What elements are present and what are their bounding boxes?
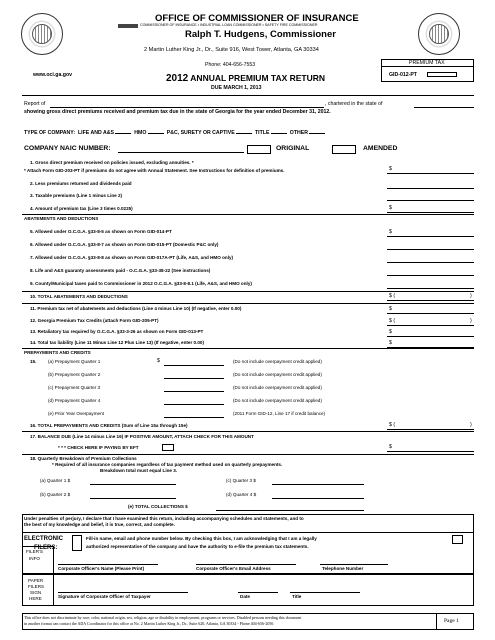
date-field[interactable] bbox=[238, 592, 278, 593]
prior-overpay-note: (2011 Form GID-12, Line 17 if credit balance) bbox=[233, 411, 326, 416]
office-title: OFFICE OF COMMISSIONER OF INSURANCE bbox=[155, 13, 359, 24]
due-date: DUE MARCH 1, 2013 bbox=[211, 85, 262, 91]
officer-email-field[interactable] bbox=[196, 564, 296, 565]
georgia-seal-right bbox=[418, 13, 460, 55]
form-id: GID-012-PT bbox=[389, 72, 417, 78]
line-12: 12. Georgia Premium Tax Credits (attach Form GID-205-PT) bbox=[30, 318, 159, 323]
eft-label: * * * CHECK HERE IF PAYING BY EFT bbox=[58, 445, 139, 450]
showing-text: showing gross direct premiums received and premium tax due in the state of Georgia for the year ended December 31, 2012. bbox=[24, 109, 331, 115]
line-8: 8. Life and A&S guaranty assessments paid - O.C.G.A. §33-38-22 (See instructions) bbox=[30, 268, 211, 273]
filers-info-label-1: FILER'S bbox=[26, 549, 43, 554]
signature-field[interactable] bbox=[58, 592, 188, 593]
line-1-dollar: $ bbox=[389, 166, 392, 172]
line-11: 11. Premium tax net of abatements and deductions (Line 4 minus Line 10) (If negative, enter 0.00) bbox=[30, 306, 242, 311]
office-subline: COMMISSIONER OF INSURANCE • INDUSTRIAL LOAN COMMISSIONER • SAFETY FIRE COMMISSIONER bbox=[140, 23, 318, 27]
line-16-dollar: $ ( bbox=[389, 422, 396, 428]
line-16-paren: ) bbox=[470, 422, 472, 428]
line-9: 9. County/Municipal taxes paid to Commissioner in 2012 O.C.G.A. §33-8-8.1 (Life, A&S, and HMO only) bbox=[30, 281, 252, 286]
electronic-text-1: Fill-in name, email and phone number below. By checking this box, I am acknowledging that I am a legally bbox=[86, 536, 317, 541]
perjury-line-2: the best of my knowledge and belief, it is true, correct, and complete. bbox=[24, 522, 175, 527]
prepay-q3-label: (c) Prepayment Quarter 3 bbox=[48, 385, 101, 390]
title-checkbox[interactable] bbox=[271, 133, 287, 134]
line-5-amount[interactable] bbox=[387, 229, 474, 237]
line-17-amount[interactable] bbox=[387, 444, 474, 452]
line-13-dollar: $ bbox=[389, 329, 392, 335]
line-10: 10. TOTAL ABATEMENTS AND DEDUCTIONS bbox=[30, 294, 128, 299]
line-16-amount[interactable] bbox=[387, 422, 474, 430]
original-checkbox[interactable] bbox=[247, 145, 271, 154]
breakdown-q4-field[interactable] bbox=[272, 498, 364, 499]
breakdown-q3-field[interactable] bbox=[272, 484, 364, 485]
line-18-note: * Required of all insurance companies regardless of tax payment method used on quarterly prepayments. bbox=[52, 462, 283, 467]
hmo-checkbox[interactable] bbox=[148, 133, 164, 134]
line-9-amount[interactable] bbox=[387, 281, 474, 289]
breakdown-q3-label: (c) Quarter 3 $ bbox=[226, 478, 256, 483]
phone: Phone: 404-656-7553 bbox=[205, 62, 256, 68]
line-4-dollar: $ bbox=[389, 205, 392, 211]
line-18: 18. Quarterly Breakdown of Premium Collections bbox=[30, 456, 137, 461]
office-address: 2 Martin Luther King Jr., Dr., Suite 916, West Tower, Atlanta, GA 30334 bbox=[144, 47, 319, 53]
prepay-q1-label: (a) Prepayment Quarter 1 bbox=[48, 359, 101, 364]
line-13: 13. Retaliatory tax required by O.C.G.A. §33-3-26 as shown on Form GID-013-PT bbox=[30, 329, 204, 334]
line-16: 16. TOTAL PREPAYMENTS AND CREDITS (Sum of Line 15a through 15e) bbox=[30, 423, 188, 428]
return-title: 2012 ANNUAL PREMIUM TAX RETURN bbox=[166, 73, 326, 84]
prepay-q2-label: (b) Prepayment Quarter 2 bbox=[48, 372, 101, 377]
line-10-dollar: $ ( bbox=[389, 293, 396, 299]
amended-checkbox[interactable] bbox=[332, 145, 356, 154]
prepay-q4-note: (Do not include overpayment credit applied) bbox=[233, 398, 322, 403]
line-1-amount[interactable] bbox=[387, 166, 474, 174]
line-2: 2. Less premiums returned and dividends paid bbox=[30, 181, 132, 186]
line-1-note: * Attach Form GID-203-PT if premiums do not agree with Annual Statement. See Instructions for definition of premiums. bbox=[24, 168, 285, 173]
signature-label: Signature of Corporate Officer of Taxpayer bbox=[58, 594, 151, 599]
efile-checkbox[interactable] bbox=[72, 535, 82, 551]
line-8-amount[interactable] bbox=[387, 268, 474, 276]
eft-checkbox[interactable] bbox=[162, 444, 174, 451]
line-13-amount[interactable] bbox=[387, 329, 474, 337]
prepay-q1-note: (Do not include overpayment credit applied) bbox=[233, 359, 322, 364]
phone-label: Telephone Number bbox=[322, 566, 364, 571]
company-type-row: TYPE OF COMPANY: LIFE AND A&S HMO P&C, SURETY OR CAPTIVE TITLE OTHER bbox=[24, 130, 325, 136]
paper-label-4: HERE bbox=[29, 596, 42, 601]
state-field[interactable] bbox=[414, 107, 474, 108]
line-10-paren: ) bbox=[470, 293, 472, 299]
filers-info-label-2: INFO bbox=[29, 556, 40, 561]
company-name-field[interactable] bbox=[50, 107, 324, 108]
georgia-seal-left bbox=[21, 13, 63, 55]
line-14-amount[interactable] bbox=[387, 340, 474, 348]
line-12-amount[interactable] bbox=[387, 318, 474, 326]
line-6-amount[interactable] bbox=[387, 242, 474, 250]
line-1: 1. Gross direct premium received on policies issued, excluding annuities. * bbox=[30, 160, 194, 165]
paper-label-1: PAPER bbox=[28, 578, 44, 583]
breakdown-q2-label: (b) Quarter 2 $ bbox=[40, 492, 71, 497]
total-collections-label: (e) TOTAL COLLECTIONS $ bbox=[128, 504, 188, 509]
line-15-number: 15. bbox=[30, 359, 37, 364]
chartered-label: , chartered in the state of bbox=[325, 101, 383, 107]
officer-name-field[interactable] bbox=[58, 564, 158, 565]
line-14-dollar: $ bbox=[389, 340, 392, 346]
line-12-dollar: $ ( bbox=[389, 318, 396, 324]
form-id-suffix-box bbox=[427, 72, 457, 77]
footer-line-1: This office does not discriminate by race, color, national origin, sex, religion, age or disability in employment, programs or services. Disabled persons needing this document bbox=[24, 615, 302, 620]
form-tag: PREMIUM TAX bbox=[409, 60, 445, 66]
other-checkbox[interactable] bbox=[309, 133, 325, 134]
efile-ack-checkbox[interactable] bbox=[452, 535, 463, 544]
line-10-amount[interactable] bbox=[387, 293, 474, 301]
line-4-amount[interactable] bbox=[387, 205, 474, 213]
breakdown-q1-field[interactable] bbox=[90, 484, 176, 485]
report-of-label: Report of bbox=[24, 101, 46, 107]
line-4: 4. Amount of premium tax (Line 3 times 0.0225) bbox=[30, 206, 133, 211]
footer-line-2: in another format can contact the ADA Coordinator for this office at No. 2 Martin Luther King Jr., Dr., Suite 620, Atlanta, GA 30334 - Phone 404-656-2056 bbox=[24, 621, 274, 626]
page-number: Page 1 bbox=[444, 618, 459, 624]
line-7-amount[interactable] bbox=[387, 255, 474, 263]
prepay-q2-note: (Do not include overpayment credit applied) bbox=[233, 372, 322, 377]
line-12-paren: ) bbox=[470, 318, 472, 324]
line-2-amount[interactable] bbox=[387, 181, 474, 189]
prepay-q4-label: (d) Prepayment Quarter 4 bbox=[48, 398, 101, 403]
line-3-amount[interactable] bbox=[387, 193, 474, 201]
breakdown-q1-label: (a) Quarter 1 $ bbox=[40, 478, 71, 483]
website[interactable]: www.oci.ga.gov bbox=[33, 72, 73, 78]
line-17-dollar: $ bbox=[389, 444, 392, 450]
total-collections-field[interactable] bbox=[216, 510, 364, 511]
line-14: 14. Total tax liability (Line 11 Minus Line 12 Plus Line 13) (If negative, enter 0.00) bbox=[30, 340, 205, 345]
prior-overpay-label: (e) Prior Year Overpayment bbox=[48, 411, 104, 416]
title-label: Title bbox=[292, 594, 302, 599]
electronic-label-1: ELECTRONIC bbox=[24, 536, 63, 542]
line-18-note-2: Breakdown total must equal Line 3. bbox=[100, 468, 178, 473]
subline-rule bbox=[118, 24, 138, 28]
officer-email-label: Corporate Officer's Email Address bbox=[196, 566, 271, 571]
prepay-q4-field[interactable] bbox=[164, 404, 224, 405]
prepay-q1-field[interactable] bbox=[164, 365, 224, 366]
prepay-q2-field[interactable] bbox=[164, 378, 224, 379]
pc-checkbox[interactable] bbox=[236, 133, 252, 134]
line-11-amount[interactable] bbox=[387, 306, 474, 314]
naic-label: COMPANY NAIC NUMBER: bbox=[24, 145, 111, 152]
life-checkbox[interactable] bbox=[115, 133, 131, 134]
line-3: 3. Taxable premiums (Line 1 minus Line 2) bbox=[30, 193, 123, 198]
amended-label: AMENDED bbox=[363, 145, 398, 152]
date-label: Date bbox=[240, 594, 250, 599]
prepay-q3-field[interactable] bbox=[164, 391, 224, 392]
line-5-dollar: $ bbox=[389, 229, 392, 235]
line-6: 6. Allowed under O.C.G.A. §33-8-7 as shown on Form GID-015-PT (Domestic P&C only) bbox=[30, 242, 219, 247]
paper-label-2: FILERS bbox=[28, 584, 45, 589]
signature-box bbox=[22, 574, 474, 606]
perjury-line-1: Under penalties of perjury, I declare that I have examined this return, including accompanying schedules and statements, and to bbox=[24, 516, 304, 521]
original-label: ORIGINAL bbox=[276, 145, 310, 152]
line-7: 7. Allowed under O.C.G.A. §33-8-8 as shown on Form GID-017A-PT (Life, A&S, and HMO only) bbox=[30, 255, 234, 260]
line-17: 17. BALANCE DUE (Line 14 minus Line 16) IF POSITIVE AMOUNT, ATTACH CHECK FOR THIS AMOUNT bbox=[30, 434, 254, 439]
prepay-q3-note: (Do not include overpayment credit applied) bbox=[233, 385, 322, 390]
prepay-q1-dollar: $ bbox=[157, 358, 160, 364]
paper-label-3: SIGN bbox=[30, 590, 42, 595]
electronic-label-2: FILERS: bbox=[34, 545, 58, 551]
officer-name-label: Corporate Officer's Name (Please Print) bbox=[58, 566, 145, 571]
prior-overpay-field[interactable] bbox=[164, 417, 224, 418]
commissioner-name: Ralph T. Hudgens, Commissioner bbox=[185, 29, 336, 40]
line-11-dollar: $ bbox=[389, 306, 392, 312]
phone-field[interactable] bbox=[320, 564, 388, 565]
naic-field[interactable] bbox=[118, 152, 244, 153]
prepayments-heading: PREPAYMENTS AND CREDITS bbox=[24, 350, 91, 355]
title-field[interactable] bbox=[290, 592, 360, 593]
line-5: 5. Allowed under O.C.G.A. §33-8-5 as shown on Form GID-014-PT bbox=[30, 229, 172, 234]
breakdown-q2-field[interactable] bbox=[90, 498, 176, 499]
breakdown-q4-label: (d) Quarter 4 $ bbox=[226, 492, 257, 497]
electronic-text-2: authorized representative of the company and have the authority to e-file the premium tax statements. bbox=[86, 544, 309, 549]
abatements-heading: ABATEMENTS AND DEDUCTIONS bbox=[24, 216, 99, 221]
